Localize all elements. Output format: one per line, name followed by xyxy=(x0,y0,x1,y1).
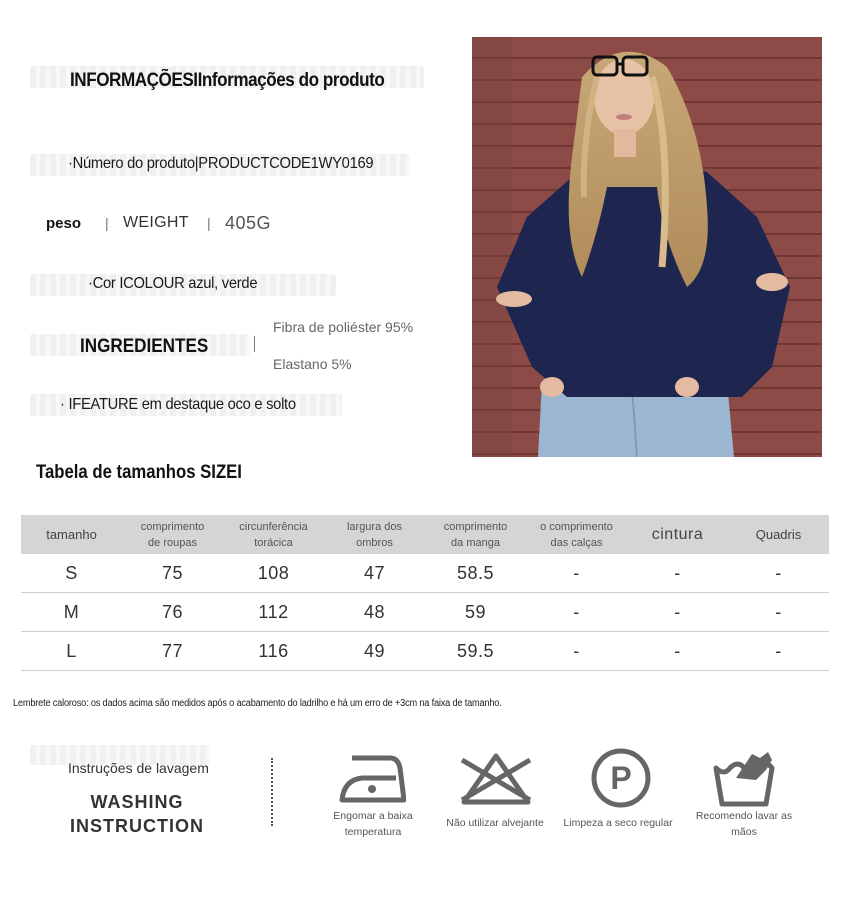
cell-chest: 108 xyxy=(223,554,324,593)
weight-separator: | xyxy=(207,215,211,231)
cell-size: L xyxy=(21,632,122,671)
cell-waist: - xyxy=(627,554,728,593)
weight-value: 405G xyxy=(225,213,272,233)
cell-pants-length: - xyxy=(526,632,627,671)
header-shoulder: largura dos ombros xyxy=(324,515,425,554)
header-pants-length: o comprimento das calças xyxy=(526,515,627,554)
dry-clean-p-icon xyxy=(590,747,652,814)
table-row xyxy=(21,632,829,671)
header-chest: circunferência torácica xyxy=(223,515,324,554)
cell-garment-length: 77 xyxy=(122,632,223,671)
size-table xyxy=(21,515,829,671)
cell-hips: - xyxy=(728,593,829,632)
cell-size: M xyxy=(21,593,122,632)
cell-garment-length: 75 xyxy=(122,554,223,593)
weight-english-label: WEIGHT xyxy=(123,214,189,231)
washing-title-en xyxy=(70,790,204,838)
weight-label: peso xyxy=(46,215,82,232)
cell-hips: - xyxy=(728,632,829,671)
table-row xyxy=(21,554,829,593)
weight-separator: | xyxy=(105,215,109,231)
header-size: tamanho xyxy=(21,515,122,554)
care-label-dry-clean: Limpeza a seco regular xyxy=(563,817,673,829)
cell-shoulder: 47 xyxy=(324,554,425,593)
ingredient-elastane: Elastano 5% xyxy=(273,356,352,372)
info-title: INFORMAÇÕESIInformações do produto xyxy=(70,70,385,91)
cell-shoulder: 49 xyxy=(324,632,425,671)
cell-size: S xyxy=(21,554,122,593)
washing-title-pt: Instruções de lavagem xyxy=(68,760,209,776)
care-label-bleach: Não utilizar alvejante xyxy=(446,817,544,829)
cell-chest: 112 xyxy=(223,593,324,632)
size-table-header-row xyxy=(21,515,829,554)
hand-wash-icon xyxy=(712,748,776,813)
table-row xyxy=(21,593,829,632)
size-reminder-note: Lembrete caloroso: os dados acima são medidos após o acabamento do ladrilho e há um erro de +3cm na faixa de tamanho. xyxy=(13,698,502,709)
header-garment-length: comprimento de roupas xyxy=(122,515,223,554)
ingredient-polyester: Fibra de poliéster 95% xyxy=(273,319,414,335)
washing-divider xyxy=(271,758,273,826)
ingredients-divider xyxy=(254,336,255,352)
cell-chest: 116 xyxy=(223,632,324,671)
washing-title-en-line2: INSTRUCTION xyxy=(70,816,204,836)
product-photo xyxy=(472,37,822,457)
svg-text:P: P xyxy=(610,760,632,796)
care-label-iron: Engomar a baixa temperatura xyxy=(333,810,413,838)
size-table-title: Tabela de tamanhos SIZEI xyxy=(36,462,242,483)
cell-pants-length: - xyxy=(526,554,627,593)
header-waist: cintura xyxy=(627,515,728,554)
colour-line: ·Cor ICOLOUR azul, verde xyxy=(88,275,258,292)
cell-hips: - xyxy=(728,554,829,593)
cell-shoulder: 48 xyxy=(324,593,425,632)
ingredients-label: INGREDIENTES xyxy=(80,336,209,357)
cell-sleeve: 58.5 xyxy=(425,554,526,593)
care-label-hand-wash: Recomendo lavar as mãos xyxy=(695,810,793,838)
cell-waist: - xyxy=(627,593,728,632)
washing-title-en-line1: WASHING xyxy=(90,792,184,812)
cell-sleeve: 59.5 xyxy=(425,632,526,671)
product-number: ·Número do produto|PRODUCTCODE1WY0169 xyxy=(68,155,374,172)
header-hips: Quadris xyxy=(728,515,829,554)
cell-sleeve: 59 xyxy=(425,593,526,632)
no-bleach-icon xyxy=(458,750,534,813)
header-sleeve: comprimento da manga xyxy=(425,515,526,554)
iron-low-icon xyxy=(338,752,406,813)
cell-pants-length: - xyxy=(526,593,627,632)
cell-garment-length: 76 xyxy=(122,593,223,632)
cell-waist: - xyxy=(627,632,728,671)
feature-line: · IFEATURE em destaque oco e solto xyxy=(60,396,296,413)
